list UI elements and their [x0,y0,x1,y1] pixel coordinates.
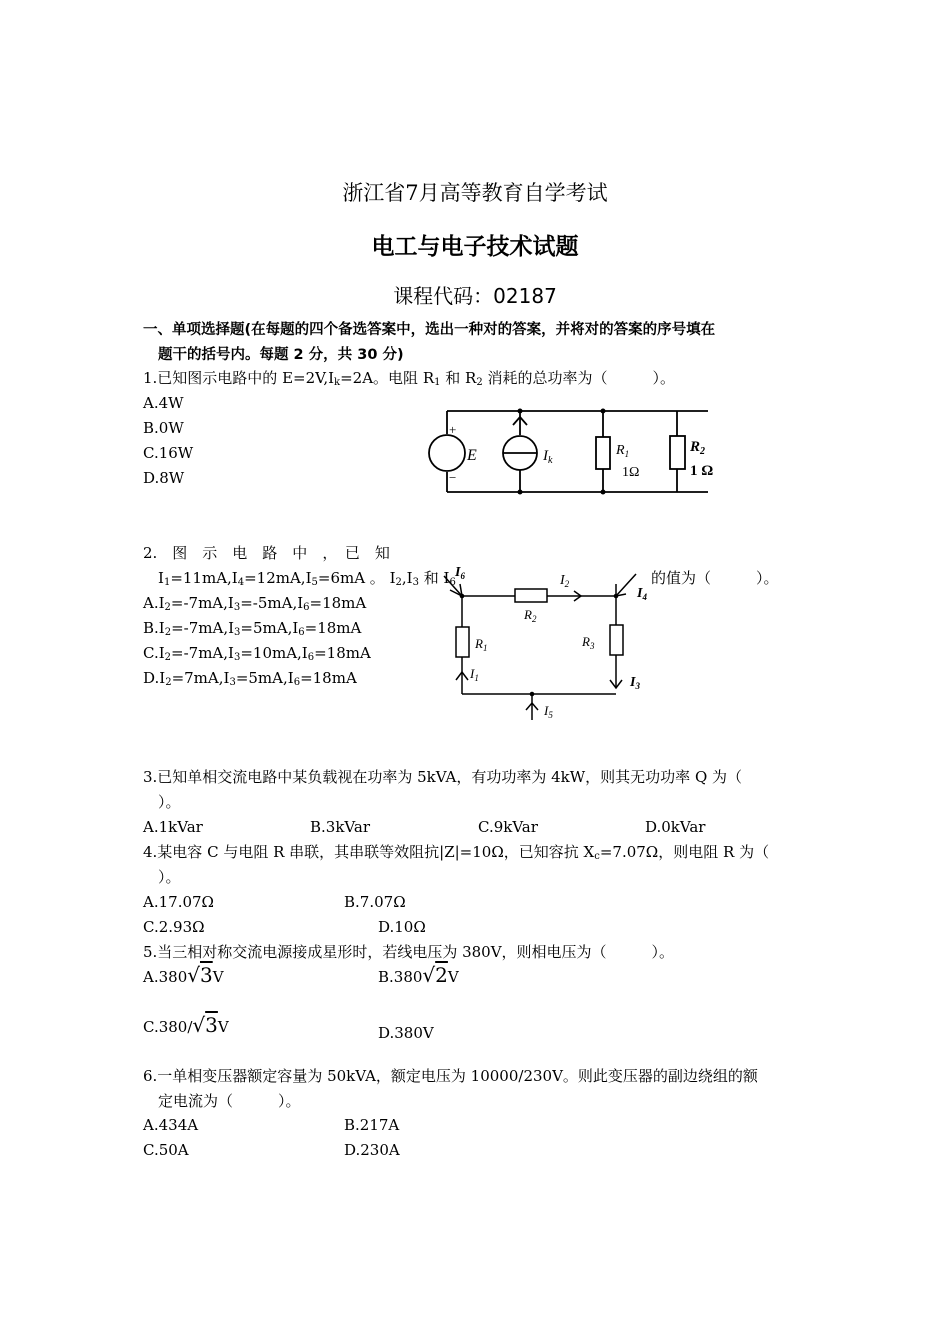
label-r2: $R_2$ [690,439,706,457]
q2-stem-line1: 2. 图 示 电 路 中 ， 已 知 [143,544,390,562]
q3-option-c: C.9kVar [478,818,538,836]
q4-stem-line2: ）。 [158,868,181,886]
q5-option-b: B.380√2V [378,963,459,987]
node-dot [530,692,535,697]
label-ik: $I_k$ [543,448,553,466]
q6-option-c: C.50A [143,1141,189,1159]
label-r3: $R_3$ [582,634,595,651]
q4-option-b: B.7.07Ω [344,893,406,911]
node-dot [518,490,523,495]
label-i3: $I_3$ [630,675,640,691]
q4-option-a: A.17.07Ω [143,893,214,911]
q3-stem-line1: 3.已知单相交流电路中某负载视在功率为 5kVA，有功功率为 4kW，则其无功功率 Q 为（ [143,768,743,786]
label-r2: $R_2$ [524,607,537,624]
q6-option-d: D.230A [344,1141,400,1159]
q2-circuit-diagram [440,560,660,725]
q3-option-a: A.1kVar [143,818,203,836]
q4-option-c: C.2.93Ω [143,918,205,936]
node-dot [601,490,606,495]
q3-option-d: D.0kVar [645,818,706,836]
q1-circuit-diagram [420,400,730,500]
plus-sign: + [449,422,457,437]
exam-region-title: 浙江省7月高等教育自学考试 [342,181,608,205]
label-r2-value: 1 Ω [690,463,714,479]
label-r1: $R_1$ [475,636,488,653]
q3-stem-line2: ）。 [158,793,181,811]
q5-stem: 5.当三相对称交流电源接成星形时，若线电压为 380V，则相电压为（ ）。 [143,943,675,961]
node-dot [601,409,606,414]
q1-stem: 1.已知图示电路中的 $E=2V,I_k=2A$。电阻 $R_1$ 和 $R_2$ 消耗的总功率为（ ）。 [143,369,675,388]
q1-option-c: C.16W [143,444,194,462]
label-r1-value: 1Ω [622,465,640,480]
q2-option-c: $C.I_2=-7mA,I_3=10mA,I_6=18mA$ [143,644,371,663]
q6-option-b: B.217A [344,1116,400,1134]
label-e: E [467,447,477,464]
q5-option-a: A.380√3V [143,963,224,987]
q2-option-b: $B.I_2=-7mA,I_3=5mA,I_6=18mA$ [143,619,362,638]
q6-stem-line1: 6.一单相变压器额定容量为 50kVA，额定电压为 10000/230V。则此变压器的副边绕组的额 [143,1067,758,1085]
q2-option-a: $A.I_2=-7mA,I_3=-5mA,I_6=18mA$ [143,594,367,613]
q2-option-d: $D.I_2=7mA,I_3=5mA,I_6=18mA$ [143,669,357,688]
q1-option-b: B.0W [143,419,184,437]
label-r1: $R_1$ [616,443,630,459]
q1-option-d: D.8W [143,469,185,487]
section-heading-line1: 一、单项选择题(在每题的四个备选答案中，选出一种对的答案，并将对的答案的序号填在 [143,322,716,338]
section-heading-line2: 题干的括号内。每题 2 分，共 30 分) [158,347,404,363]
label-i6: $I_6$ [455,565,465,581]
label-i2: $I_2$ [560,573,570,589]
q5-option-d: D.380V [378,1024,434,1042]
minus-sign: − [449,470,457,485]
label-i1: $I_1$ [470,666,479,683]
exam-subject-title: 电工与电子技术试题 [371,234,579,260]
node-dot [460,594,465,599]
q1-option-a: A.4W [143,394,184,412]
q6-option-a: A.434A [143,1116,199,1134]
label-i5: $I_5$ [544,703,553,720]
q6-stem-line2: 定电流为（ ）。 [158,1092,301,1110]
node-dot [614,594,619,599]
node-dot [518,409,523,414]
course-code: 课程代码：02187 [393,284,557,308]
q3-option-b: B.3kVar [310,818,370,836]
q2-stem-line2: $I_1=11mA,I_4=12mA,I_5=6mA$ 。 $I_2,I_3$ 和 $I_6$ [158,569,456,588]
q5-option-c: C.380/√3V [143,1013,229,1037]
label-i4: $I_4$ [637,586,647,602]
q2-stem-tail: 的值为（ ）。 [651,569,779,587]
q4-stem-line1: 4.某电容 C 与电阻 R 串联，其串联等效阻抗|Z|=10Ω，已知容抗 $X_c=7.07\Omega$，则电阻 R 为（ [143,843,770,862]
q4-option-d: D.10Ω [378,918,426,936]
